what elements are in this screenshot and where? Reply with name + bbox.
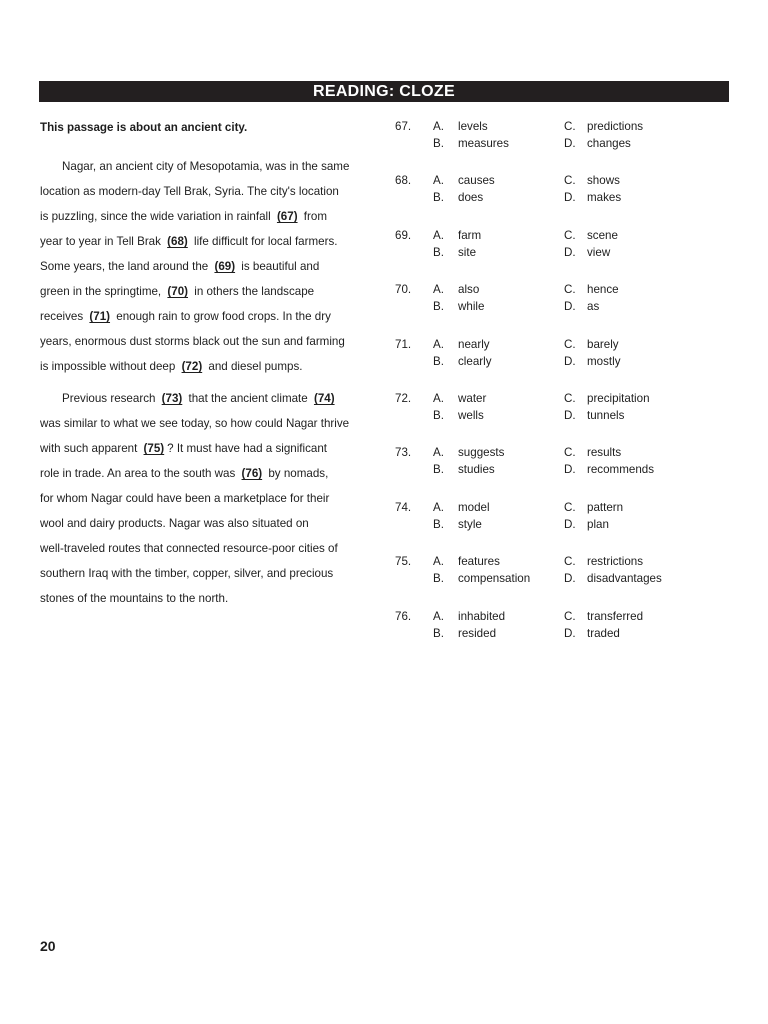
passage-line <box>40 461 370 486</box>
passage-text: enough rain to grow food crops. In the dry <box>113 310 331 323</box>
passage-line <box>40 411 370 436</box>
passage-line <box>40 386 370 411</box>
question-option-row <box>395 228 715 244</box>
option-letter: C. <box>564 120 576 133</box>
question-number: 71. <box>395 337 412 351</box>
passage-line <box>40 536 370 561</box>
option-text: hence <box>587 283 619 297</box>
option-text: pattern <box>587 500 624 514</box>
question-option-row <box>395 173 715 189</box>
option-text: makes <box>587 191 622 205</box>
option-text: site <box>458 245 477 259</box>
question-number: 69. <box>395 228 412 242</box>
question-option-row <box>395 408 715 424</box>
option-text: mostly <box>587 354 621 368</box>
option-text: resided <box>458 626 497 640</box>
option-text: wells <box>458 408 484 422</box>
option-text: studies <box>458 463 495 477</box>
passage-text: with such apparent <box>40 442 141 455</box>
question-option-row <box>395 136 715 152</box>
option-text: barely <box>587 337 619 351</box>
passage-text: Nagar, an ancient city of Mesopotamia, was in the same <box>62 160 350 173</box>
passage-text: location as modern-day Tell Brak, Syria. The city's location <box>40 185 339 198</box>
passage-text: is beautiful and <box>238 260 320 273</box>
option-text: plan <box>587 517 609 531</box>
option-letter: A. <box>433 337 444 351</box>
option-text: model <box>458 500 490 514</box>
option-text: precipitation <box>587 391 650 405</box>
option-text: recommends <box>587 463 655 477</box>
option-text: restrictions <box>587 555 644 569</box>
question-item <box>395 282 715 336</box>
question-item <box>395 119 715 173</box>
passage-text: is puzzling, since the wide variation in rainfall <box>40 210 274 223</box>
option-letter: A. <box>433 500 444 514</box>
option-letter: C. <box>564 609 576 623</box>
option-text: features <box>458 555 500 569</box>
question-item <box>395 391 715 445</box>
option-letter: A. <box>433 283 444 297</box>
option-text: transferred <box>587 609 644 623</box>
option-text: disadvantages <box>587 572 662 586</box>
question-number: 75. <box>395 555 412 569</box>
option-letter: B. <box>433 463 444 477</box>
passage-text: from <box>300 210 327 223</box>
passage-text: Some years, the land around the <box>40 260 212 273</box>
blank-marker: (68) <box>167 235 188 248</box>
option-text: does <box>458 191 484 205</box>
question-number: 68. <box>395 174 412 188</box>
passage-text: years, enormous dust storms black out the sun and farming <box>40 335 345 348</box>
question-option-row <box>395 462 715 478</box>
passage-line <box>40 354 370 379</box>
passage-line <box>40 511 370 536</box>
blank-marker: (73) <box>161 392 183 405</box>
option-text: compensation <box>458 572 531 586</box>
passage-line <box>40 486 370 511</box>
passage-line <box>40 279 370 304</box>
option-letter: D. <box>564 572 576 586</box>
option-letter: C. <box>564 391 576 405</box>
option-letter: A. <box>433 120 444 133</box>
option-letter: D. <box>564 137 576 150</box>
passage-line <box>40 329 370 354</box>
question-option-row <box>395 609 715 625</box>
option-letter: B. <box>433 245 444 259</box>
passage-text: green in the springtime, <box>40 285 165 298</box>
blank-marker: (76) <box>241 467 263 480</box>
option-text: predictions <box>587 120 644 133</box>
question-number: 70. <box>395 283 412 297</box>
option-text: farm <box>458 228 482 242</box>
question-number: 74. <box>395 500 412 514</box>
passage-text: stones of the mountains to the north. <box>40 592 229 605</box>
option-text: view <box>587 245 611 259</box>
passage-text: receives <box>40 310 87 323</box>
passage-text: year to year in Tell Brak <box>40 235 165 248</box>
option-text: while <box>458 300 485 314</box>
option-text: causes <box>458 174 495 188</box>
option-letter: B. <box>433 517 444 531</box>
option-letter: C. <box>564 174 576 188</box>
option-letter: C. <box>564 500 576 514</box>
passage-text: for whom Nagar could have been a marketplace for their <box>40 492 330 505</box>
passage-line <box>40 204 370 229</box>
question-option-row <box>395 282 715 298</box>
question-item <box>395 337 715 391</box>
question-option-row <box>395 337 715 353</box>
option-letter: C. <box>564 337 576 351</box>
question-option-row <box>395 245 715 261</box>
blank-marker: (75) <box>143 442 165 455</box>
option-letter: C. <box>564 228 576 242</box>
option-letter: A. <box>433 446 444 460</box>
question-option-row <box>395 299 715 315</box>
option-text: traded <box>587 626 620 640</box>
passage-text: role in trade. An area to the south was <box>40 467 239 480</box>
option-letter: D. <box>564 245 576 259</box>
section-title: READING: CLOZE <box>313 83 455 100</box>
passage-text: wool and dairy products. Nagar was also situated on <box>40 517 309 530</box>
page-number: 20 <box>40 938 56 954</box>
option-text: also <box>458 283 480 297</box>
passage-text: life difficult for local farmers. <box>190 235 338 248</box>
option-text: shows <box>587 174 620 188</box>
blank-marker: (74) <box>313 392 335 405</box>
option-letter: D. <box>564 517 576 531</box>
question-option-row <box>395 554 715 570</box>
option-letter: B. <box>433 572 444 586</box>
option-text: measures <box>458 137 509 150</box>
passage-line <box>40 229 370 254</box>
question-option-row <box>395 626 715 642</box>
question-number: 67. <box>395 120 412 133</box>
option-letter: C. <box>564 555 576 569</box>
question-item <box>395 445 715 499</box>
option-letter: D. <box>564 354 576 368</box>
question-item <box>395 609 715 663</box>
passage-line <box>40 436 370 461</box>
option-text: suggests <box>458 446 505 460</box>
option-letter: A. <box>433 609 444 623</box>
passage-text: was similar to what we see today, so how could Nagar thrive <box>40 417 350 430</box>
question-item <box>395 228 715 282</box>
option-text: clearly <box>458 354 492 368</box>
option-text: nearly <box>458 337 490 351</box>
option-letter: D. <box>564 191 576 205</box>
question-option-row <box>395 190 715 206</box>
option-letter: B. <box>433 137 444 150</box>
option-letter: B. <box>433 408 444 422</box>
blank-marker: (71) <box>89 310 111 323</box>
option-text: as <box>587 300 600 314</box>
option-letter: C. <box>564 283 576 297</box>
question-number: 76. <box>395 609 412 623</box>
passage-line <box>40 179 370 204</box>
passage-text: and diesel pumps. <box>205 360 303 373</box>
passage-text: is impossible without deep <box>40 360 179 373</box>
option-letter: A. <box>433 228 444 242</box>
option-letter: B. <box>433 354 444 368</box>
passage-text: in others the landscape <box>191 285 315 298</box>
question-option-row <box>395 500 715 516</box>
passage-text: ? It must have had a significant <box>167 442 327 455</box>
option-letter: D. <box>564 463 576 477</box>
option-text: style <box>458 517 482 531</box>
option-letter: C. <box>564 446 576 460</box>
passage-line <box>40 304 370 329</box>
question-option-row <box>395 354 715 370</box>
option-letter: A. <box>433 174 444 188</box>
passage-text: by nomads, <box>265 467 329 480</box>
passage-text: Previous research <box>62 392 159 405</box>
passage-line <box>40 586 370 611</box>
question-item <box>395 173 715 227</box>
passage-text: that the ancient climate <box>185 392 311 405</box>
passage-paragraph-1 <box>40 154 370 379</box>
passage-text: southern Iraq with the timber, copper, silver, and precious <box>40 567 334 580</box>
answer-choices <box>395 119 715 663</box>
question-item <box>395 500 715 554</box>
passage-line <box>40 154 370 179</box>
passage-paragraph-2 <box>40 386 370 611</box>
blank-marker: (72) <box>181 360 203 373</box>
option-text: levels <box>458 120 488 133</box>
blank-marker: (70) <box>167 285 189 298</box>
passage-line <box>40 254 370 279</box>
question-option-row <box>395 445 715 461</box>
option-letter: A. <box>433 391 444 405</box>
passage-intro: This passage is about an ancient city. <box>40 121 248 134</box>
option-text: scene <box>587 228 618 242</box>
question-number: 72. <box>395 391 412 405</box>
passage-line <box>40 561 370 586</box>
question-option-row <box>395 571 715 587</box>
option-letter: B. <box>433 191 444 205</box>
option-letter: D. <box>564 626 576 640</box>
question-option-row <box>395 391 715 407</box>
option-text: tunnels <box>587 408 625 422</box>
option-text: changes <box>587 137 631 150</box>
option-text: results <box>587 446 622 460</box>
question-option-row <box>395 517 715 533</box>
blank-marker: (69) <box>214 260 236 273</box>
option-letter: D. <box>564 408 576 422</box>
question-number: 73. <box>395 446 412 460</box>
reading-passage <box>40 118 370 611</box>
option-text: inhabited <box>458 609 506 623</box>
section-title-bar <box>39 81 729 102</box>
option-text: water <box>458 391 487 405</box>
option-letter: B. <box>433 626 444 640</box>
option-letter: B. <box>433 300 444 314</box>
option-letter: D. <box>564 300 576 314</box>
passage-text: well-traveled routes that connected resource-poor cities of <box>40 542 338 555</box>
option-letter: A. <box>433 555 444 569</box>
blank-marker: (67) <box>276 210 298 223</box>
question-option-row <box>395 119 715 135</box>
question-item <box>395 554 715 608</box>
